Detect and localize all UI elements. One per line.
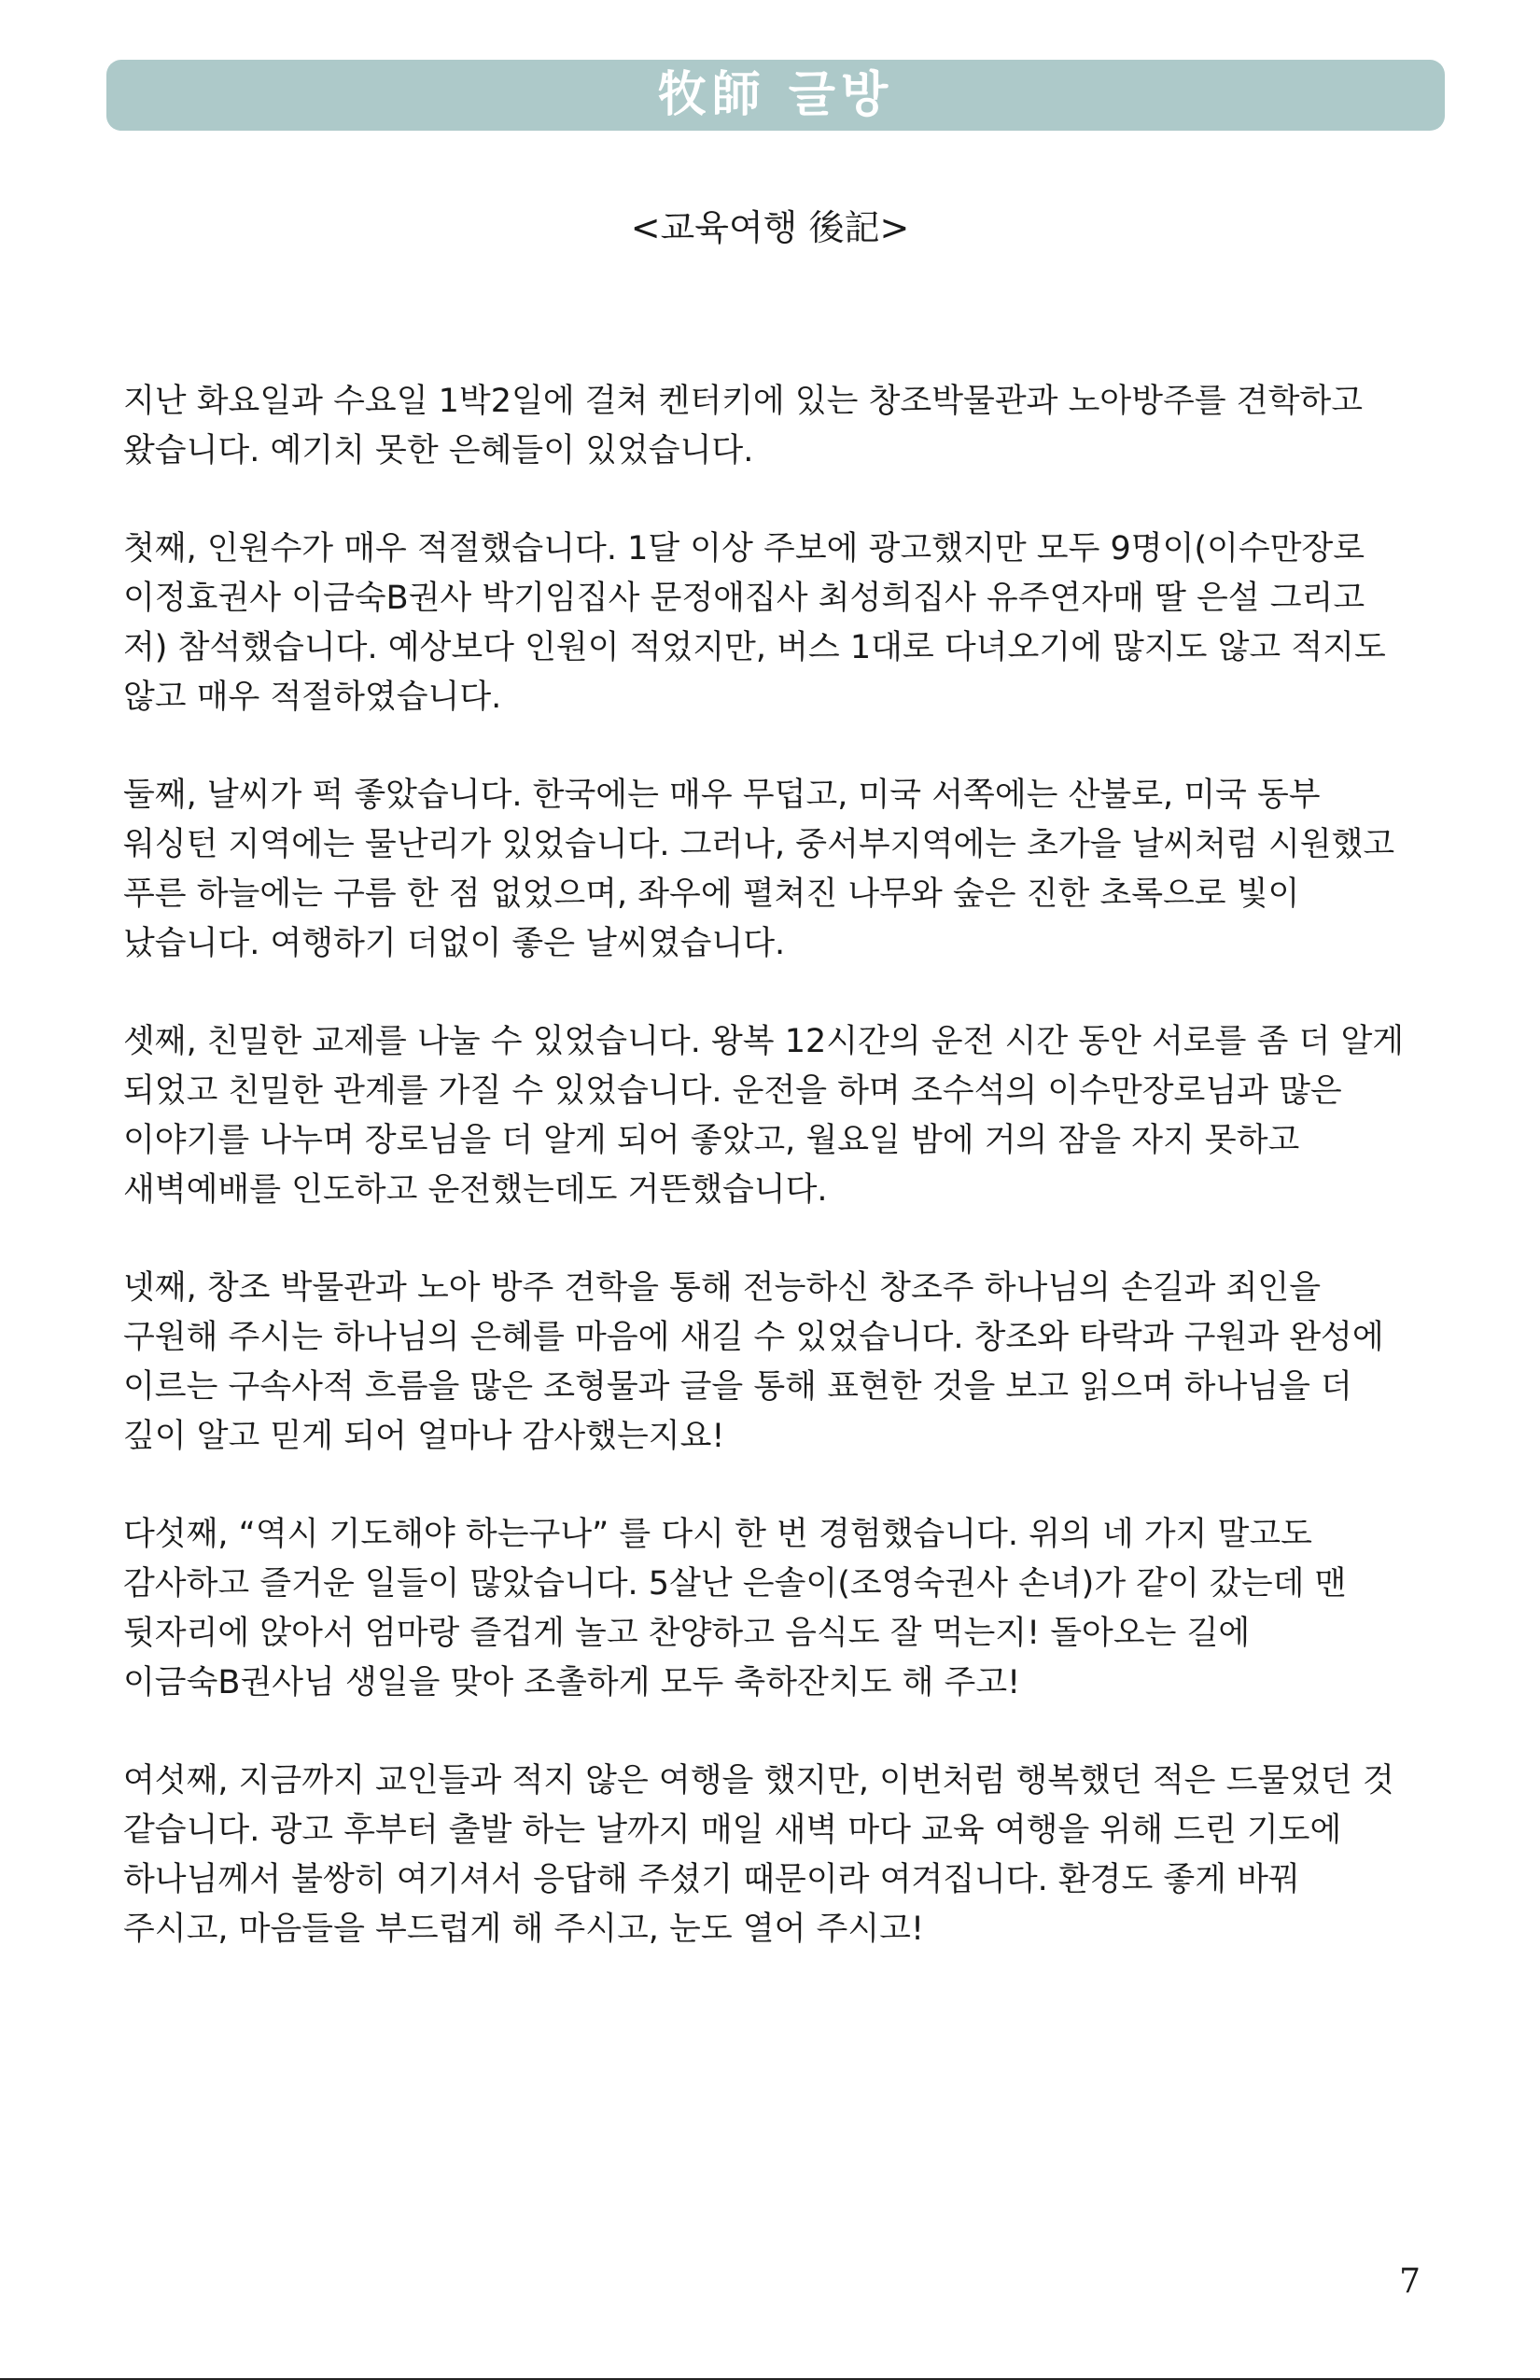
article-body (123, 377, 1411, 2003)
header-banner (106, 60, 1445, 131)
paragraph-fifth: 다섯째, “역시 기도해야 하는구나” 를 다시 한 번 경험했습니다. 위의 네 가지 말고도 감사하고 즐거운 일들이 많았습니다. 5살난 은솔이(조영숙권사 손녀)가 같이 갔는데 맨 뒷자리에 앉아서 엄마랑 즐겁게 놀고 찬양하고 음식도 잘 먹는지! 돌아오는 길에 이금숙B권사님 생일을 맞아 조촐하게 모두 축하잔치도 해 주고! (123, 1516, 1347, 1701)
page-number: 7 (1399, 2262, 1421, 2301)
paragraph-second: 둘째, 날씨가 퍽 좋았습니다. 한국에는 매우 무덥고, 미국 서쪽에는 산불로, 미국 동부 워싱턴 지역에는 물난리가 있었습니다. 그러나, 중서부지역에는 초가을 날씨처럼 시원했고 푸른 하늘에는 구름 한 점 없었으며, 좌우에 펼쳐진 나무와 숲은 진한 초록으로 빛이 났습니다. 여행하기 더없이 좋은 날씨였습니다. (123, 777, 1395, 962)
banner-title: 牧師 글방 (657, 67, 894, 123)
paragraph-third: 셋째, 친밀한 교제를 나눌 수 있었습니다. 왕복 12시간의 운전 시간 동안 서로를 좀 더 알게 되었고 친밀한 관계를 가질 수 있었습니다. 운전을 하며 조수석의 이수만장로님과 많은 이야기를 나누며 장로님을 더 알게 되어 좋았고, 월요일 밤에 거의 잠을 자지 못하고 새벽예배를 인도하고 운전했는데도 거뜬했습니다. (123, 1023, 1405, 1209)
paragraph-fourth: 넷째, 창조 박물관과 노아 방주 견학을 통해 전능하신 창조주 하나님의 손길과 죄인을 구원해 주시는 하나님의 은혜를 마음에 새길 수 있었습니다. 창조와 타락과 구원과 완성에 이르는 구속사적 흐름을 많은 조형물과 글을 통해 표현한 것을 보고 읽으며 하나님을 더 깊이 알고 믿게 되어 얼마나 감사했는지요! (123, 1269, 1384, 1455)
paragraph-sixth: 여섯째, 지금까지 교인들과 적지 않은 여행을 했지만, 이번처럼 행복했던 적은 드물었던 것 같습니다. 광고 후부터 출발 하는 날까지 매일 새벽 마다 교육 여행을 위해 드린 기도에 하나님께서 불쌍히 여기셔서 응답해 주셨기 때문이라 여겨집니다. 환경도 좋게 바꿔 주시고, 마음들을 부드럽게 해 주시고, 눈도 열어 주시고! (123, 1762, 1394, 1948)
document-title: <교육여행 後記> (630, 207, 910, 248)
paragraph-first: 첫째, 인원수가 매우 적절했습니다. 1달 이상 주보에 광고했지만 모두 9명이(이수만장로 이정효권사 이금숙B권사 박기임집사 문정애집사 최성희집사 유주연자매 딸 은설 그리고 저) 참석했습니다. 예상보다 인원이 적었지만, 버스 1대로 다녀오기에 많지도 않고 적지도 않고 매우 적절하였습니다. (123, 530, 1386, 716)
paragraph-intro: 지난 화요일과 수요일 1박2일에 걸쳐 켄터키에 있는 창조박물관과 노아방주를 견학하고 왔습니다. 예기치 못한 은혜들이 있었습니다. (123, 383, 1364, 469)
